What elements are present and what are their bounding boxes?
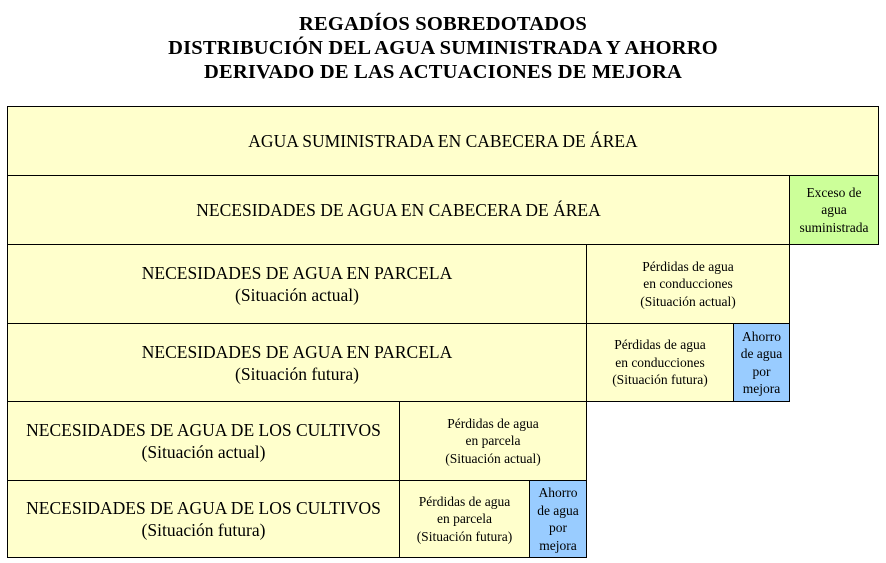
conduction-losses-future-line-1: Pérdidas de agua — [614, 337, 706, 353]
title-line-2: DISTRIBUCIÓN DEL AGUA SUMINISTRADA Y AHORRO — [168, 37, 718, 59]
parcel-losses-future-line-2: en parcela — [436, 511, 493, 527]
conduction-losses-current-line-3: (Situación actual) — [640, 293, 736, 309]
area-needs-label: NECESIDADES DE AGUA EN CABECERA DE ÁREA — [196, 200, 601, 220]
conduction-losses-current-line-2: en conducciones — [643, 276, 733, 292]
parcel-needs-future-sub: (Situación futura) — [235, 363, 359, 384]
parcel-needs-future-box — [7, 323, 587, 402]
parcel-needs-current-label: NECESIDADES DE AGUA EN PARCELA — [141, 263, 453, 283]
saving-parcel-line-2: de agua — [537, 502, 579, 518]
parcel-needs-current-box — [7, 244, 587, 324]
parcel-losses-future-line-3: (Situación futura) — [416, 528, 513, 544]
crop-needs-future-label: NECESIDADES DE AGUA DE LOS CULTIVOS — [26, 498, 381, 518]
conduction-losses-future-line-3: (Situación futura) — [612, 372, 708, 388]
crop-needs-current-label: NECESIDADES DE AGUA DE LOS CULTIVOS — [26, 420, 381, 440]
conduction-losses-future-box — [586, 323, 734, 402]
conduction-losses-future-line-2: en conducciones — [615, 354, 705, 370]
crop-needs-future-sub: (Situación futura) — [141, 520, 266, 540]
crop-needs-future-box — [7, 480, 400, 558]
title-line-3: DERIVADO DE LAS ACTUACIONES DE MEJORA — [203, 61, 683, 83]
parcel-losses-current-box — [399, 401, 587, 481]
title-line-1: REGADÍOS SOBREDOTADOS — [298, 13, 588, 35]
saving-parcel-box — [529, 480, 587, 558]
parcel-losses-current-line-1: Pérdidas de agua — [447, 415, 539, 431]
saving-conduction-line-3: por — [752, 363, 771, 379]
supplied-water-box — [7, 106, 879, 176]
saving-conduction-line-2: de agua — [740, 346, 783, 361]
excess-water-box — [789, 175, 879, 245]
crop-needs-current-box — [7, 401, 400, 481]
conduction-losses-current-line-1: Pérdidas de agua — [642, 258, 734, 274]
saving-conduction-box — [733, 323, 790, 402]
saving-conduction-line-1: Ahorro — [742, 328, 781, 344]
conduction-losses-current-box — [586, 244, 790, 324]
parcel-losses-current-line-3: (Situación actual) — [445, 450, 541, 466]
excess-line-3: suministrada — [799, 219, 869, 235]
parcel-losses-future-line-1: Pérdidas de agua — [418, 493, 511, 509]
crop-needs-current-sub: (Situación actual) — [141, 442, 266, 462]
parcel-losses-future-box — [399, 480, 530, 558]
saving-conduction-line-4: mejora — [742, 381, 781, 396]
saving-parcel-line-1: Ahorro — [538, 485, 578, 500]
excess-line-2: agua — [821, 202, 847, 218]
parcel-needs-future-label: NECESIDADES DE AGUA EN PARCELA — [141, 341, 453, 362]
excess-line-1: Exceso de — [806, 184, 862, 200]
area-needs-box — [7, 175, 790, 245]
supplied-water-label: AGUA SUMINISTRADA EN CABECERA DE ÁREA — [248, 131, 638, 151]
diagram-title — [0, 12, 886, 84]
parcel-losses-current-line-2: en parcela — [465, 433, 521, 449]
saving-parcel-line-4: mejora — [539, 537, 577, 553]
saving-parcel-line-3: por — [549, 520, 567, 535]
parcel-needs-current-sub: (Situación actual) — [235, 285, 359, 305]
